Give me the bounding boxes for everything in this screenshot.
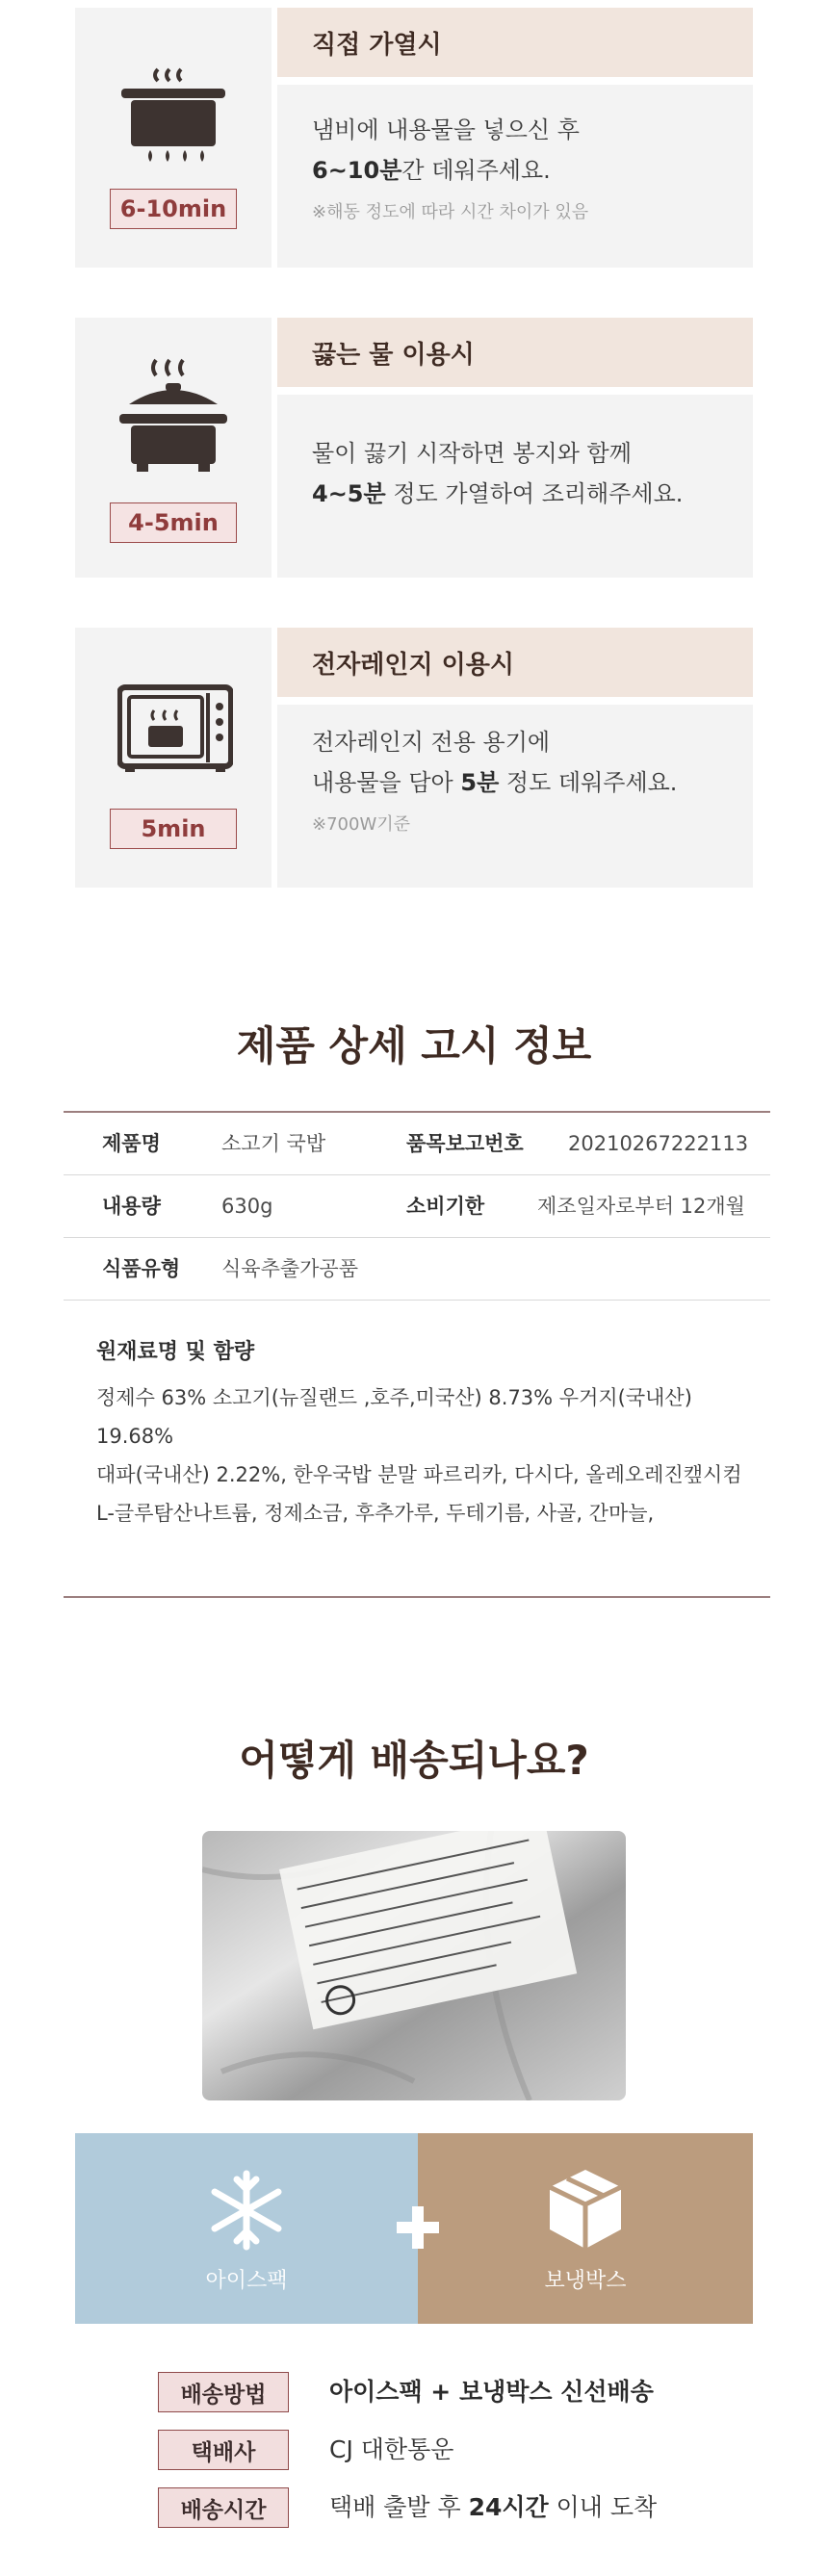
desc-line: 물이 끓기 시작하면 봉지와 함께 (312, 440, 632, 467)
desc-line: 4~5분 정도 가열하여 조리해주세요. (312, 480, 684, 507)
ingredients-line: L-글루탐산나트륨, 정제소금, 후추가루, 두테기름, 사골, 간마늘, (96, 1502, 655, 1525)
method-title: 직접 가열시 (277, 8, 753, 77)
desc-line: 6~10분간 데워주세요. (312, 157, 551, 184)
boiling-pot-on-stove-icon (116, 67, 231, 173)
covered-pot-icon (116, 354, 231, 479)
method-direct-heating (75, 8, 753, 268)
desc-line: 내용물을 담아 5분 정도 데워주세요. (312, 769, 678, 796)
info-value: 제조일자로부터 12개월 (537, 1195, 745, 1218)
sealed-food-package-photo (202, 1831, 626, 2100)
method-title: 끓는 물 이용시 (277, 318, 753, 387)
info-label: 품목보고번호 (406, 1132, 524, 1155)
ingredients-text (96, 1378, 770, 1533)
method-description (277, 85, 753, 268)
info-row (64, 1175, 770, 1238)
ingredients-title: 원재료명 및 함량 (96, 1340, 255, 1364)
table-bottom-rule (64, 1596, 770, 1598)
shipping-row (158, 2372, 774, 2414)
method-icon-box (75, 628, 272, 888)
shipping-label: 택배사 (158, 2430, 289, 2470)
info-label: 내용량 (102, 1195, 161, 1218)
time-badge: 5min (110, 809, 237, 849)
info-row (64, 1113, 770, 1175)
desc-line: 냄비에 내용물을 넣으신 후 (312, 116, 580, 143)
desc-note: ※700W기준 (312, 814, 411, 835)
info-value: 식육추출가공품 (221, 1257, 359, 1280)
info-label: 소비기한 (406, 1195, 485, 1218)
ingredients-line: 정제수 63% 소고기(뉴질랜드 ,호주,미국산) 8.73% 우거지(국내산) 19.68% (96, 1386, 692, 1448)
desc-note: ※해동 정도에 따라 시간 차이가 있음 (312, 202, 589, 222)
method-description (277, 395, 753, 578)
ingredients-line: 대파(국내산) 2.22%, 한우국밥 분말 파르리카, 다시다, 올레오레진캪시컴 (96, 1463, 742, 1486)
info-value: 630g (221, 1195, 273, 1218)
time-badge: 6-10min (110, 189, 237, 229)
plus-icon (393, 2202, 443, 2253)
box-icon (546, 2166, 625, 2253)
info-label: 제품명 (102, 1132, 161, 1155)
snowflake-icon (204, 2168, 289, 2253)
desc-line: 전자레인지 전용 용기에 (312, 729, 551, 756)
info-value: 소고기 국밥 (221, 1132, 326, 1155)
microwave-icon (117, 683, 233, 776)
info-row (64, 1238, 770, 1301)
shipping-value: 택배 출발 후 24시간 이내 도착 (329, 2493, 658, 2521)
info-label: 식품유형 (102, 1257, 181, 1280)
shipping-label: 배송방법 (158, 2372, 289, 2412)
ice-pack-panel (75, 2133, 418, 2324)
method-boiling-water (75, 318, 753, 578)
method-icon-box (75, 318, 272, 578)
shipping-value: CJ 대한통운 (329, 2435, 454, 2463)
method-title: 전자레인지 이용시 (277, 628, 753, 697)
shipping-value: 아이스팩 + 보냉박스 신선배송 (329, 2378, 654, 2406)
delivery-title: 어떻게 배송되나요? (239, 1737, 589, 1784)
insulated-box-panel (418, 2133, 753, 2324)
method-icon-box (75, 8, 272, 268)
method-description (277, 705, 753, 888)
shipping-row (158, 2487, 774, 2530)
insulated-box-label: 보냉박스 (544, 2269, 627, 2293)
method-microwave (75, 628, 753, 888)
shipping-label: 배송시간 (158, 2487, 289, 2528)
product-info-title: 제품 상세 고시 정보 (236, 1022, 592, 1069)
shipping-row (158, 2430, 774, 2472)
ice-pack-label: 아이스팩 (205, 2269, 288, 2293)
time-badge: 4-5min (110, 502, 237, 543)
info-value: 20210267222113 (568, 1132, 749, 1155)
